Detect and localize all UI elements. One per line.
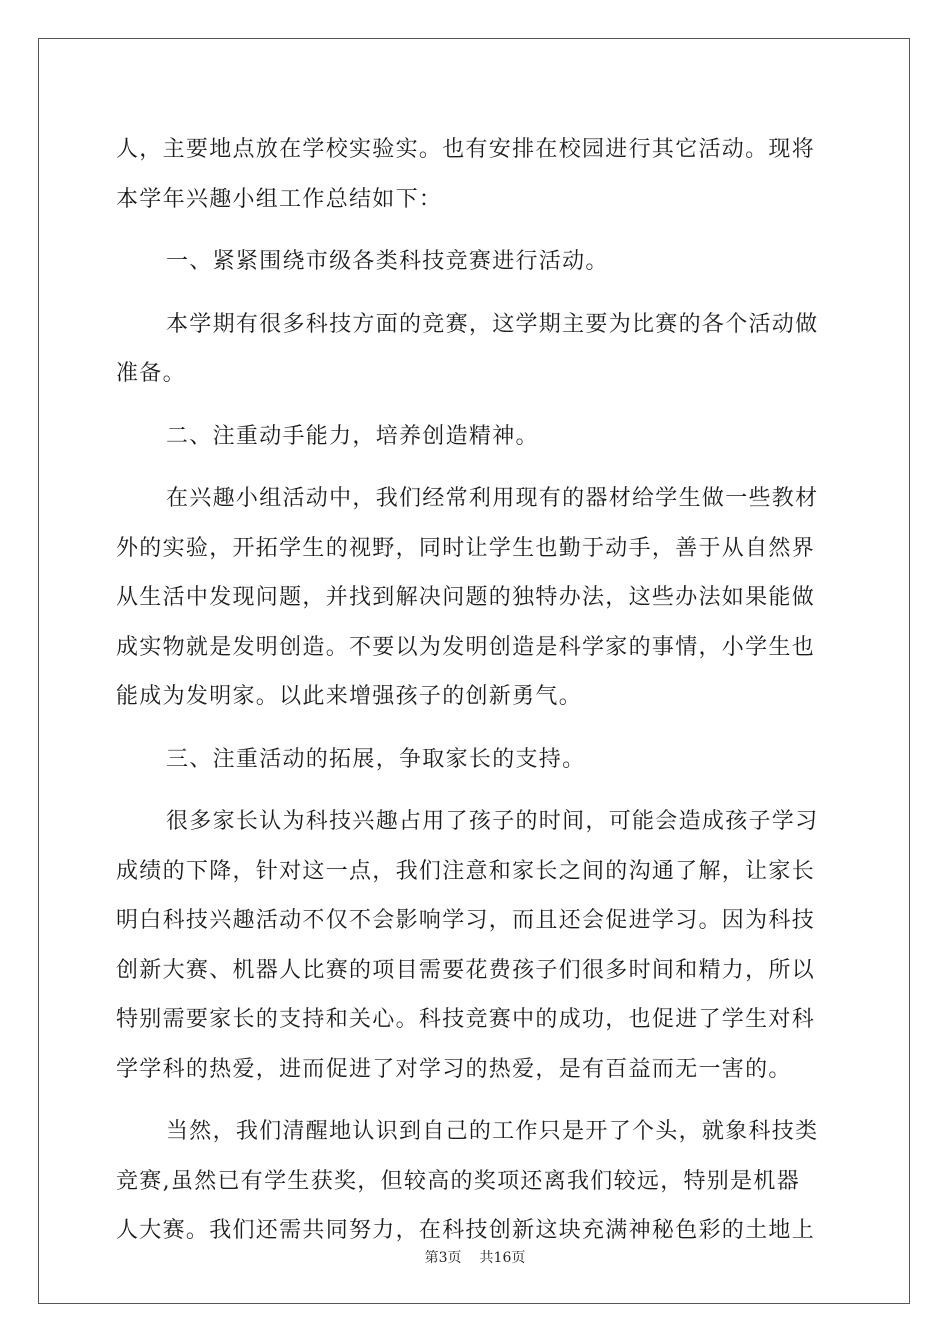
text-line: 竞赛,虽然已有学生获奖，但较高的奖项还离我们较远，特别是机器 [116,1168,800,1194]
text-line: 明白科技兴趣活动不仅不会影响学习，而且还会促进学习。因为科技 [116,908,816,933]
text-line: 成实物就是发明创造。不要以为发明创造是科学家的事情，小学生也 [116,634,816,660]
paragraph-start: 当然，我们清醒地认识到自己的工作只是开了个头，就象科技类 [166,1119,819,1144]
document-body [116,125,836,1256]
text-line: 外的实验，开拓学生的视野，同时让学生也勤于动手，善于从自然界 [116,535,816,561]
section-heading: 三、注重活动的拓展，争取家长的支持。 [166,746,586,772]
text-line: 本学年兴趣小组工作总结如下： [116,186,443,212]
text-line: 创新大赛、机器人比赛的项目需要花费孩子们很多时间和精力，所以 [116,957,816,983]
text-line: 能成为发明家。以此来增强孩子的创新勇气。 [116,684,583,709]
section-heading: 二、注重动手能力，培养创造精神。 [166,423,539,449]
section-heading: 一、紧紧围绕市级各类科技竞赛进行活动。 [166,249,609,274]
text-line: 成绩的下降，针对这一点，我们注意和家长之间的沟通了解，让家长 [116,858,816,884]
paragraph-start: 很多家长认为科技兴趣占用了孩子的时间，可能会造成孩子学习 [166,809,819,834]
page-number: 第3页 [424,1250,462,1266]
paragraph-start: 本学期有很多科技方面的竞赛，这学期主要为比赛的各个活动做 [166,311,819,337]
page-footer [0,1248,950,1268]
page-count: 共16页 [479,1250,526,1266]
text-line: 准备。 [116,361,186,386]
text-line: 人大赛。我们还需共同努力，在科技创新这块充满神秘色彩的土地上 [116,1218,816,1243]
text-line: 从生活中发现问题，并找到解决问题的独特办法，这些办法如果能做 [116,585,816,610]
paragraph-start: 在兴趣小组活动中，我们经常利用现有的器材给学生做一些教材 [166,486,819,511]
text-line: 人，主要地点放在学校实验实。也有安排在校园进行其它活动。现将 [116,137,816,162]
text-line: 学学科的热爱，进而促进了对学习的热爱，是有百益而无一害的。 [116,1056,792,1082]
text-line: 特别需要家长的支持和关心。科技竞赛中的成功，也促进了学生对科 [116,1007,816,1032]
